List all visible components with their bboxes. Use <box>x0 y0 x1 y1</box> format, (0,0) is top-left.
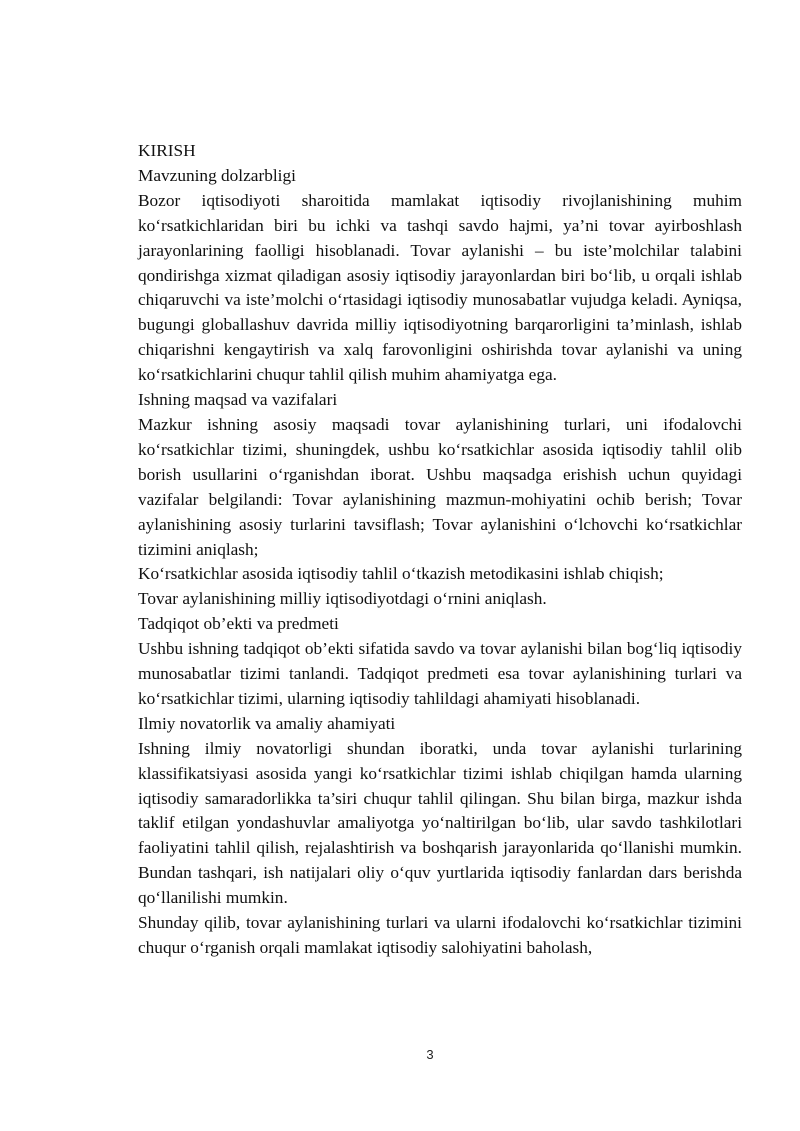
section-heading-novelty: Ilmiy novatorlik va amaliy ahamiyati <box>138 713 396 733</box>
paragraph: Tovar aylanishining milliy iqtisodiyotdagi o‘rnini aniqlash. <box>138 589 547 609</box>
page-body <box>138 139 742 961</box>
page-number: 3 <box>426 1047 434 1062</box>
paragraph: Shunday qilib, tovar aylanishining turlari va ularni ifodalovchi ko‘rsatkichlar tizimini chuqur o‘rganish orqali mamlakat iqtisodiy salohiyatini baholash, <box>138 913 742 957</box>
paragraph: Ushbu ishning tadqiqot ob’ekti sifatida savdo va tovar aylanishi bilan bog‘liq iqtisodiy munosabatlar tizimi tanlandi. Tadqiqot predmeti esa tovar aylanishining turlari va ko‘rsatkichlar tizimi, ularning iqtisodiy tahlildagi ahamiyati hisoblanadi. <box>138 639 742 708</box>
paragraph: Ishning ilmiy novatorligi shundan iboratki, unda tovar aylanishi turlarining klassifikatsiyasi asosida yangi ko‘rsatkichlar tizimi ishlab chiqilgan hamda ularning iqtisodiy samaradorlikka ta’siri chuqur tahlil qilingan. Shu bilan birga, mazkur ishda taklif etilgan yondashuvlar amaliyotga yo‘naltirilgan bo‘lib, ular savdo tashkilotlari faoliyatini tahlil qilish, rejalashtirish va boshqarish jarayonlarida qo‘llanishi mumkin. Bundan tashqari, ish natijalari oliy o‘quv yurtlarida iqtisodiy fanlardan dars berishda qo‘llanilishi mumkin. <box>138 738 742 908</box>
section-heading-goals: Ishning maqsad va vazifalari <box>138 390 338 410</box>
section-heading-relevance: Mavzuning dolzarbligi <box>138 165 296 185</box>
section-heading-object: Tadqiqot ob’ekti va predmeti <box>138 614 339 634</box>
document-title: KIRISH <box>138 141 196 160</box>
paragraph: Bozor iqtisodiyoti sharoitida mamlakat iqtisodiy rivojlanishining muhim ko‘rsatkichlaridan biri bu ichki va tashqi savdo hajmi, ya’ni tovar ayirboshlash jarayonlarining faolligi hisoblanadi. Tovar aylanishi – bu iste’molchilar talabini qondirishga xizmat qiladigan asosiy iqtisodiy jarayonlardan biri bo‘lib, u orqali ishlab chiqaruvchi va iste’molchi o‘rtasidagi iqtisodiy munosabatlar vujudga keladi. Ayniqsa, bugungi globallashuv davrida milliy iqtisodiyotning barqarorligini ta’minlash, ishlab chiqarishni kengaytirish va xalq farovonligini oshirishda tovar aylanishi va uning ko‘rsatkichlarini chuqur tahlil qilish muhim ahamiyatga ega. <box>138 190 742 385</box>
paragraph: Ko‘rsatkichlar asosida iqtisodiy tahlil o‘tkazish metodikasini ishlab chiqish; <box>138 564 664 584</box>
paragraph: Mazkur ishning asosiy maqsadi tovar aylanishining turlari, uni ifodalovchi ko‘rsatkichlar tizimi, shuningdek, ushbu ko‘rsatkichlar asosida iqtisodiy tahlil olib borish usullarini o‘rganishdan iborat. Ushbu maqsadga erishish uchun quyidagi vazifalar belgilandi: Tovar aylanishining mazmun-mohiyatini ochib berish; Tovar aylanishining asosiy turlarini tavsiflash; Tovar aylanishini o‘lchovchi ko‘rsatkichlar tizimini aniqlash; <box>138 414 742 559</box>
